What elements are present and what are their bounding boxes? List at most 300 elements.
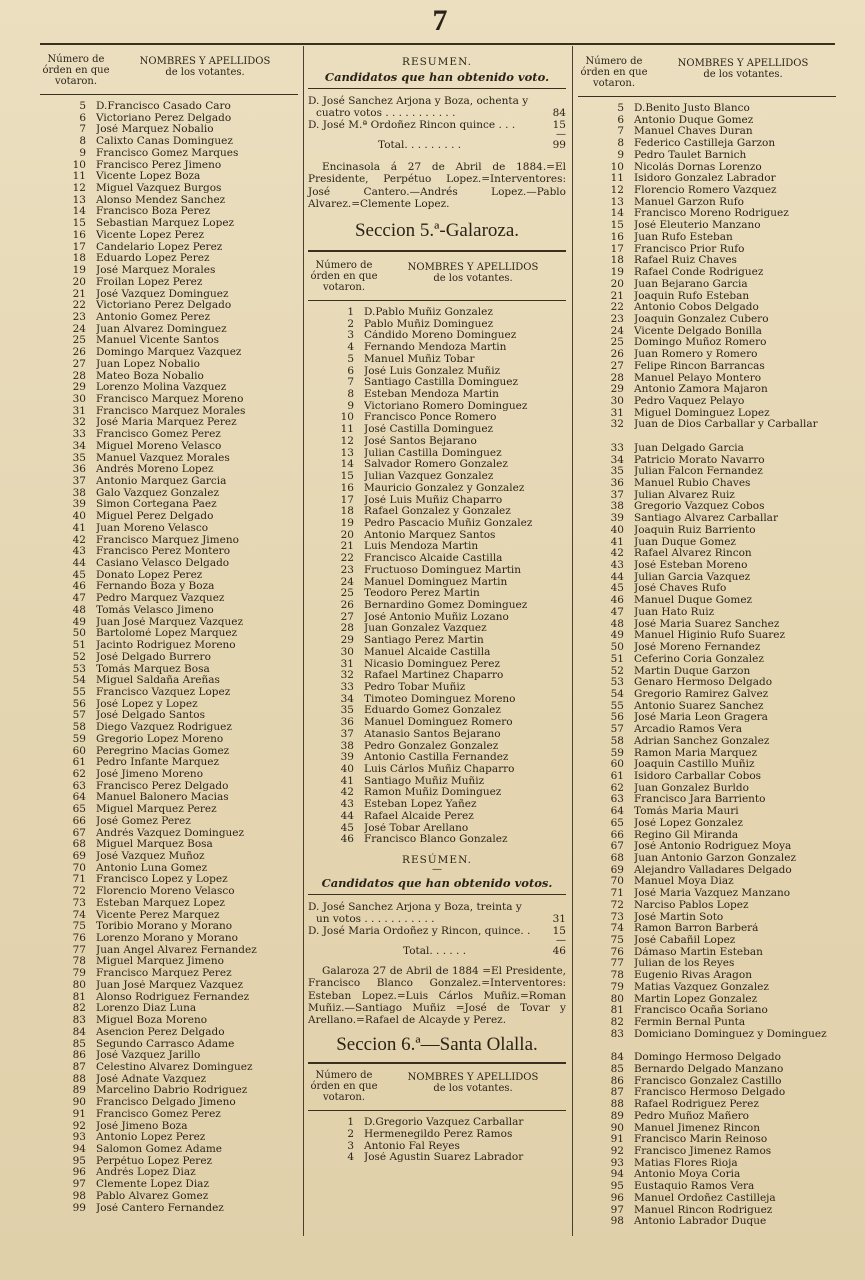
voter-row — [40, 1203, 298, 1215]
top-rule — [40, 43, 835, 45]
voter-number: 81 — [72, 990, 86, 1003]
closing-text-1: Encinasola á 27 de Abril de 1884.=El Presidente, Perpétuo Lopez.=Interventores: José Cantero.—Andrés Lopez.—Pablo Alvarez.=Clemente Lopez. — [308, 161, 566, 210]
voter-list-section5 — [308, 307, 566, 846]
voter-number: 40 — [610, 523, 624, 536]
voter-number: 26 — [610, 348, 624, 361]
voter-name: Miguel Saldaña Areñas — [96, 675, 220, 687]
voter-row — [308, 1152, 566, 1164]
voter-name: Genaro Hermoso Delgado — [634, 677, 773, 689]
voter-number: 12 — [72, 182, 86, 195]
section-6-header: Número de órden en que votaron. NOMBRES Y APELLIDOS de los votantes. — [310, 1070, 539, 1104]
voter-number: 44 — [610, 570, 624, 583]
voter-number: 47 — [72, 592, 86, 605]
voter-number: 72 — [72, 885, 86, 898]
voter-number: 42 — [72, 533, 86, 546]
voter-row — [308, 682, 566, 694]
voter-number: 25 — [72, 334, 86, 347]
voter-name: Florencio Moreno Velasco — [96, 886, 235, 898]
voter-number: 13 — [72, 193, 86, 206]
voter-number: 69 — [610, 863, 624, 876]
voter-number: 9 — [347, 399, 354, 412]
voter-name: Gregorio Ramirez Galvez — [634, 688, 769, 700]
voter-name: Manuel Garzon Rufo — [634, 196, 744, 208]
voter-number: 16 — [340, 481, 354, 494]
voter-number: 46 — [72, 580, 86, 593]
voter-number: 64 — [72, 791, 86, 804]
voter-row — [578, 103, 836, 115]
voter-row — [40, 183, 298, 195]
voter-name: Clemente Lopez Diaz — [96, 1179, 209, 1191]
voter-name: Juan Antonio Garzon Gonzalez — [634, 853, 796, 864]
voter-name: Diego Vazquez Rodriguez — [96, 722, 232, 734]
voter-row — [578, 736, 836, 748]
voter-number: 30 — [610, 394, 624, 407]
voter-number: 40 — [72, 510, 86, 523]
voter-name: Lorenzo Molina Vazquez — [96, 382, 227, 394]
voter-name: José Tobar Arellano — [364, 822, 469, 834]
voter-name: Francisco Delgado Jimeno — [96, 1097, 236, 1109]
voter-name: Manuel Vazquez Morales — [96, 452, 230, 464]
voter-number: 70 — [610, 875, 624, 888]
voter-name: Francisco Vazquez Lopez — [96, 686, 231, 698]
voter-number: 63 — [72, 779, 86, 792]
voter-number: 97 — [72, 1178, 86, 1191]
voter-number: 54 — [610, 687, 624, 700]
voter-row — [40, 101, 298, 113]
voter-number: 98 — [610, 1215, 624, 1228]
voter-name: Fernando Mendoza Martin — [364, 342, 507, 354]
voter-name: D.Gregorio Vazquez Carballar — [364, 1117, 524, 1129]
voter-name: Rafael Alcaide Perez — [364, 810, 474, 822]
voter-name: D.Francisco Casado Caro — [96, 101, 231, 112]
voter-name: Pedro Gonzalez Gonzalez — [364, 740, 499, 752]
voter-name: Pedro Vaquez Pelayo — [634, 395, 745, 407]
voter-name: Antonio Gomez Perez — [96, 311, 210, 323]
voter-row — [578, 1111, 836, 1123]
voter-name: Francisco Marquez Jimeno — [96, 534, 239, 546]
voter-number: 16 — [72, 228, 86, 241]
voter-name: Fernando Boza y Boza — [96, 581, 215, 593]
voter-name: Pedro Taulet Barnich — [634, 149, 747, 161]
voter-number: 28 — [72, 369, 86, 382]
voter-number: 35 — [72, 451, 86, 464]
voter-number: 3 — [347, 1139, 354, 1152]
voter-row — [308, 565, 566, 577]
voter-number: 10 — [340, 411, 354, 424]
voter-number: 27 — [72, 357, 86, 370]
voter-name: Tomás Maria Mauri — [634, 806, 739, 818]
voter-name: José Vazquez Jarillo — [96, 1050, 201, 1062]
voter-number: 55 — [72, 685, 86, 698]
voter-number: 22 — [340, 552, 354, 565]
voter-number: 15 — [340, 470, 354, 483]
voter-name: Francisco Perez Delgado — [96, 780, 229, 792]
voter-name: Antonio Marquez Santos — [364, 529, 496, 541]
voter-name: Eugenio Rivas Aragon — [634, 970, 752, 982]
voter-row — [578, 1064, 836, 1076]
voter-name: Francisco Jara Barriento — [634, 794, 766, 806]
voter-name: Salomon Gomez Adame — [96, 1143, 222, 1155]
header-voter-names: NOMBRES Y APELLIDOS de los votantes. — [139, 56, 271, 78]
voter-number: 75 — [610, 934, 624, 947]
voter-number: 87 — [610, 1086, 624, 1099]
voter-number: 31 — [610, 406, 624, 419]
voter-row — [308, 483, 566, 495]
voter-row — [40, 394, 298, 406]
voter-name: José Marquez Nobalio — [96, 124, 214, 136]
voter-name: Celestino Alvarez Dominguez — [96, 1061, 253, 1073]
voter-number: 74 — [610, 922, 624, 935]
voter-name: José Delgado Burrero — [96, 651, 211, 663]
voter-row — [578, 654, 836, 666]
voter-number: 2 — [347, 1128, 354, 1141]
voter-number: 23 — [72, 310, 86, 323]
voter-name: Francisco Perez Jimeno — [96, 159, 222, 171]
voter-name: Bartolomé Lopez Marquez — [96, 628, 238, 640]
voter-name: José Vazquez Muñoz — [96, 851, 205, 862]
voter-number: 98 — [72, 1189, 86, 1202]
voter-number: 24 — [72, 322, 86, 335]
voter-number: 67 — [610, 840, 624, 853]
voter-name: Vicente Perez Marquez — [96, 909, 220, 921]
voter-number: 30 — [340, 645, 354, 658]
voter-name: Donato Lopez Perez — [96, 569, 203, 581]
voter-name: Tomás Velasco Jimeno — [96, 604, 214, 616]
voter-number: 43 — [610, 559, 624, 572]
voter-number: 92 — [610, 1144, 624, 1157]
voter-name: Juan Angel Alvarez Fernandez — [96, 944, 257, 956]
voter-number: 22 — [72, 299, 86, 312]
voter-number: 73 — [72, 896, 86, 909]
voter-number: 18 — [72, 252, 86, 265]
voter-number: 5 — [347, 352, 354, 365]
voter-name: Domingo Muñoz Romero — [634, 337, 767, 349]
voter-name: Manuel Dominguez Romero — [364, 717, 513, 729]
total-value-2: 46 — [552, 945, 566, 958]
column-1-header — [40, 54, 298, 94]
voter-number: 14 — [72, 205, 86, 218]
voter-number: 91 — [72, 1107, 86, 1120]
voter-name: José Vazquez Dominguez — [96, 288, 229, 300]
voter-row — [308, 811, 566, 823]
voter-number: 58 — [72, 721, 86, 734]
voter-name: Teodoro Perez Martin — [364, 588, 480, 600]
voter-number: 78 — [72, 955, 86, 968]
candidates-title-2: Candidatos que han obtenido votos. — [321, 876, 553, 891]
voter-name: Pablo Alvarez Gomez — [96, 1190, 209, 1202]
voter-number: 2 — [347, 317, 354, 330]
voter-number: 95 — [610, 1180, 624, 1193]
voter-number: 62 — [610, 781, 624, 794]
voter-name: Manuel Moya Diaz — [634, 876, 734, 888]
voter-number: 6 — [79, 111, 86, 124]
voter-row — [308, 600, 566, 612]
voter-name: D.Pablo Muñiz Gonzalez — [364, 307, 493, 319]
voter-number: 48 — [72, 603, 86, 616]
voter-name: Miguel Moreno Velasco — [96, 440, 222, 452]
voter-name: Antonio Suarez Sanchez — [634, 700, 764, 712]
voter-row — [308, 647, 566, 659]
voter-row — [308, 389, 566, 401]
voter-number: 37 — [610, 488, 624, 501]
voter-name: José Marquez Morales — [96, 265, 216, 277]
voter-number: 31 — [72, 404, 86, 417]
voter-name: Juan José Marquez Vazquez — [96, 979, 244, 991]
voter-name: Salvador Romero Gonzalez — [364, 459, 508, 471]
voter-name: Nicasio Dominguez Perez — [364, 658, 501, 670]
voter-number: 32 — [72, 416, 86, 429]
voter-number: 38 — [72, 486, 86, 499]
column-divider-right — [572, 46, 573, 1236]
voter-row — [40, 558, 298, 570]
voter-number: 58 — [610, 734, 624, 747]
voter-name: Jacinto Rodriguez Moreno — [96, 640, 236, 652]
voter-name: D.Benito Justo Blanco — [634, 103, 750, 114]
voter-row — [40, 769, 298, 781]
voter-name: Julian Alvarez Ruiz — [634, 489, 735, 501]
voter-row — [40, 687, 298, 699]
voter-name: Vicente Lopez Perez — [96, 229, 205, 241]
voter-number: 56 — [610, 711, 624, 724]
voter-name: Francisco Perez Montero — [96, 546, 231, 558]
voter-name: Galo Vazquez Gonzalez — [96, 487, 220, 499]
voter-name: Gregorio Lopez Moreno — [96, 733, 224, 745]
voter-number: 39 — [340, 751, 354, 764]
header-order-number: Número de órden en que votaron. — [42, 54, 110, 87]
voter-name: Francisco Gomez Perez — [96, 429, 221, 441]
voter-name: Matias Vazquez Gonzalez — [634, 981, 769, 993]
voter-name: Joaquin Gonzalez Cubero — [634, 313, 769, 325]
voter-name: Regino Gil Miranda — [634, 829, 739, 841]
section-5-header: Número de órden en que votaron. NOMBRES Y APELLIDOS de los votantes. — [310, 260, 539, 294]
voter-row — [40, 312, 298, 324]
voter-name: Luis Mendoza Martin — [364, 541, 479, 553]
voter-name: Isidoro Gonzalez Labrador — [634, 173, 776, 185]
total-label-2: Total. . . . . . — [403, 945, 467, 958]
voter-number: 59 — [72, 732, 86, 745]
voter-row — [578, 314, 836, 326]
voter-number: 85 — [610, 1062, 624, 1075]
voter-name: Santiago Perez Martin — [364, 635, 484, 647]
votes-block-2: D. José Sanchez Arjona y Boza, treinta y un votos . . . . . . . . . . . 31 D. José Maria Ordoñez y Rincon, quince. . 15 — Total. . . . . . 46 — [308, 901, 566, 958]
voter-row — [308, 354, 566, 366]
voter-number: 27 — [610, 359, 624, 372]
voter-number: 52 — [72, 650, 86, 663]
voter-number: 10 — [72, 158, 86, 171]
voter-number: 38 — [610, 500, 624, 513]
voter-name: Rafael Ruiz Chaves — [634, 255, 737, 267]
voter-name: Juan Gonzalez Vazquez — [364, 623, 487, 635]
voter-number: 24 — [340, 575, 354, 588]
voter-name: Simon Cortegana Paez — [96, 499, 217, 511]
voter-name: Rafael Gonzalez y Gonzalez — [364, 506, 511, 518]
voter-name: Joaquin Rufo Esteban — [634, 290, 750, 302]
voter-name: José Antonio Muñiz Lozano — [364, 611, 509, 623]
voter-number: 46 — [610, 594, 624, 607]
voter-row — [308, 729, 566, 741]
voter-name: Cándido Moreno Dominguez — [364, 330, 517, 342]
voter-name: Gregorio Vazquez Cobos — [634, 501, 765, 513]
voter-name: Julian Falcon Fernandez — [634, 466, 763, 478]
voter-name: Miguel Vazquez Burgos — [96, 183, 222, 195]
voter-row — [40, 652, 298, 664]
voter-number: 11 — [610, 172, 624, 185]
voter-number: 76 — [610, 945, 624, 958]
voter-number: 27 — [340, 610, 354, 623]
voter-name: Alejandro Valladares Delgado — [634, 864, 792, 876]
voter-number: 17 — [72, 240, 86, 253]
voter-number: 80 — [610, 992, 624, 1005]
voter-row — [578, 689, 836, 701]
voter-number: 75 — [72, 920, 86, 933]
voter-name: Manuel Rincon Rodriguez — [634, 1204, 773, 1216]
voter-name: Alonso Rodriguez Fernandez — [96, 991, 250, 1003]
voter-number: 5 — [79, 100, 86, 112]
voter-number: 89 — [610, 1109, 624, 1122]
voter-name: José Lopez y Lopez — [96, 698, 198, 710]
voter-number: 15 — [72, 217, 86, 230]
voter-name: Perpétuo Lopez Perez — [96, 1155, 213, 1167]
voter-name: Manuel Ordoñez Castilleja — [634, 1192, 776, 1204]
voter-name: Ramon Maria Marquez — [634, 747, 758, 759]
voter-number: 82 — [610, 1016, 624, 1029]
voter-number: 76 — [72, 932, 86, 945]
voter-name: Juan Romero y Romero — [634, 349, 758, 361]
voter-name: Pedro Pascacio Muñiz Gonzalez — [364, 517, 533, 529]
voter-row — [308, 1129, 566, 1141]
voter-row — [40, 734, 298, 746]
voter-number: 37 — [340, 727, 354, 740]
column-2: RESUMEN. Candidatos que han obtenido voto. D. José Sanchez Arjona y Boza, ochenta y cuatro votos . . . . . . . . . . . 84 D. José M.ª Ordoñez Rincon quince . . . 15 — Total. . . . . . . . . 99 Encinasola á 27 de Abril de 1884.=El Presidente, Perpétuo Lopez.=Interventores: José Cantero.—Andrés Lopez.—Pablo Alvarez.=Clemente Lopez. Seccion 5.ª-Galaroza. Número de órden en que votaron. NOMBRES Y APELLIDOS de los votantes. 1 D.Pablo Muñiz Gonzalez 2 Pablo Muñiz Dominguez 3 Cándido Moreno Dominguez 4 Fernando Mendoza Martin 5 Manuel Muñiz Tobar 6 José Luis Gonzalez Muñiz 7 Santiago Castilla Dominguez 8 Esteban Mendoza Martin 9 Victoriano Romero Dominguez 10 Francisco Ponce Romero 11 José Castilla Dominguez 12 José Santos Bejarano 13 Julian Castilla Dominguez 14 Salvador Romero Gonzalez 15 Julian Vazquez Gonzalez 16 Mauricio Gonzalez y Gonzalez 17 José Luis Muñiz Chaparro 18 Rafael Gonzalez y Gonzalez 19 Pedro Pascacio Muñiz Gonzalez 20 Antonio Marquez Santos 21 Luis Mendoza Martin 22 Francisco Alcaide Castilla 23 Fructuoso Dominguez Martin 24 Manuel Dominguez Martin 25 Teodoro Perez Martin 26 Bernardino Gomez Dominguez 27 José Antonio Muñiz Lozano 28 Juan Gonzalez Vazquez 29 Santiago Perez Martin 30 Manuel Alcaide Castilla 31 Nicasio Dominguez Perez 32 Rafael Martinez Chaparro 33 Pedro Tobar Muñiz 34 Timoteo Dominguez Moreno 35 Eduardo Gomez Gonzalez 36 Manuel Dominguez Romero 37 Atanasio Santos Bejarano 38 Pedro Gonzalez Gonzalez 39 Antonio Castilla Fernandez 40 Luis Cárlos Muñiz Chaparro 41 Santiago Muñiz Muñiz 42 Ramon Muñiz Dominguez 43 Esteban Lopez Yañez 44 Rafael Alcaide Perez 45 José Tobar Arellano 46 Francisco Blanco Gonzalez RESÚMEN. — Candidatos que han obtenido votos. D. José Sanchez Arjona y Boza, treinta y un votos . . . . . . . . . . . 31 D. José Maria Ordoñez y Rincon, quince. . 15 — Total. . . . . . 46 Galaroza 27 de Abril de 1884 =El Presidente, Francisco Blanco Gonzalez.=Interventores: Esteban Lopez.=Luis Cárlos Muñiz.=Roman Muñiz.—Santiago Muñiz =José de Tovar y Arellano.=Rafael de Alcayde y Perez. Seccion 6.ª—Santa Olalla. Número de órden en que votaron. NOMBRES Y APELLIDOS de los votantes. 1 D.Gregorio Vazquez Carballar 2 Hermenegildo Perez Ramos 3 Antonio Fal Reyes 4 José Agustin Suarez Labrador — [308, 56, 566, 1164]
voter-number: 6 — [617, 113, 624, 126]
voter-name: Francisco Moreno Rodriguez — [634, 208, 789, 220]
voter-name: Francisco Marin Reinoso — [634, 1134, 768, 1146]
voter-name: Pedro Tobar Muñiz — [364, 682, 466, 694]
column-divider-left — [303, 46, 304, 1236]
voter-number: 1 — [347, 306, 354, 319]
voter-number: 21 — [340, 540, 354, 553]
voter-name: José Gomez Perez — [96, 815, 191, 827]
voter-number: 67 — [72, 826, 86, 839]
voter-name: Miguel Marquez Perez — [96, 804, 217, 816]
voter-name: Francisco Hermoso Delgado — [634, 1087, 786, 1099]
voter-name: José Cabañil Lopez — [634, 935, 736, 947]
voter-name: Narciso Pablos Lopez — [634, 899, 749, 911]
voter-name: Joaquin Ruiz Barriento — [634, 524, 756, 536]
candidates-title-1: Candidatos que han obtenido voto. — [324, 70, 550, 84]
voter-row — [578, 853, 836, 865]
voter-number: 33 — [340, 681, 354, 694]
voter-name: Vicente Delgado Bonilla — [634, 325, 762, 337]
voter-name: Julian Castilla Dominguez — [364, 447, 502, 459]
voter-number: 55 — [610, 699, 624, 712]
voter-name: Andrés Lopez Diaz — [96, 1167, 196, 1179]
column-3 — [578, 56, 836, 1228]
voter-name: Manuel Dominguez Martin — [364, 576, 508, 588]
voter-name: Julian de los Reyes — [634, 958, 735, 970]
voter-number: 3 — [347, 329, 354, 342]
voter-name: Luis Cárlos Muñiz Chaparro — [364, 764, 515, 776]
voter-name: Francisco Jimenez Ramos — [634, 1145, 772, 1157]
voter-number: 11 — [72, 170, 86, 183]
voter-number: 74 — [72, 908, 86, 921]
voter-name: Candelario Lopez Perez — [96, 241, 223, 253]
voter-name: Isidoro Carballar Cobos — [634, 770, 762, 782]
voter-row — [308, 436, 566, 448]
voter-number: 99 — [72, 1201, 86, 1214]
voter-number: 41 — [340, 774, 354, 787]
voter-name: Fructuoso Dominguez Martin — [364, 564, 522, 576]
voter-row — [578, 478, 836, 490]
voter-number: 14 — [610, 207, 624, 220]
voter-row — [578, 1216, 836, 1228]
voter-row — [578, 419, 836, 442]
voter-number: 81 — [610, 1004, 624, 1017]
voter-name: Esteban Mendoza Martin — [364, 389, 499, 401]
voter-number: 43 — [72, 545, 86, 558]
voter-number: 41 — [610, 535, 624, 548]
voter-name: Pedro Muñoz Mañero — [634, 1110, 750, 1122]
voter-name: Manuel Jimenez Rincon — [634, 1122, 761, 1134]
voter-number: 93 — [72, 1131, 86, 1144]
voter-number: 34 — [72, 439, 86, 452]
voter-name: Fermin Bernal Punta — [634, 1017, 746, 1029]
voter-number: 20 — [340, 528, 354, 541]
voter-name: Alonso Mendez Sanchez — [96, 194, 226, 206]
voter-name: Juan Rufo Esteban — [634, 231, 733, 243]
voter-name: Manuel Alcaide Castilla — [364, 646, 491, 658]
voter-number: 64 — [610, 805, 624, 818]
resumen-title-2: RESÚMEN. — [402, 854, 472, 867]
voter-name: Marcelino Dabrio Rodriguez — [96, 1085, 248, 1097]
voter-row — [578, 982, 836, 994]
voter-number: 6 — [347, 364, 354, 377]
voter-name: Antonio Zamora Majaron — [634, 384, 768, 396]
voter-number: 14 — [340, 458, 354, 471]
voter-number: 86 — [72, 1049, 86, 1062]
voter-number: 34 — [610, 453, 624, 466]
voter-list-section6 — [308, 1117, 566, 1164]
voter-list-col1 — [40, 101, 298, 1214]
voter-number: 46 — [340, 833, 354, 846]
voter-number: 39 — [72, 498, 86, 511]
voter-name: Miguel Boza Moreno — [96, 1015, 208, 1027]
voter-number: 18 — [340, 505, 354, 518]
voter-number: 94 — [72, 1142, 86, 1155]
voter-number: 35 — [340, 704, 354, 717]
voter-number: 91 — [610, 1133, 624, 1146]
voter-name: Lorenzo Morano y Morano — [96, 933, 238, 945]
voter-number: 29 — [340, 634, 354, 647]
voter-name: Antonio Luna Gomez — [96, 862, 208, 874]
voter-number: 28 — [610, 371, 624, 384]
voter-name: Manuel Balonero Macias — [96, 792, 229, 804]
voter-number: 61 — [610, 769, 624, 782]
voter-number: 13 — [340, 446, 354, 459]
voter-name: Sebastian Marquez Lopez — [96, 218, 235, 230]
column-1 — [40, 54, 298, 1214]
voter-name: Juan Moreno Velasco — [96, 522, 209, 534]
voter-name: Casiano Velasco Delgado — [96, 558, 230, 570]
voter-row — [578, 525, 836, 537]
voter-row — [578, 935, 836, 947]
voter-row — [40, 1109, 298, 1121]
voter-name: Santiago Alvarez Carballar — [634, 513, 778, 525]
voter-name: Pedro Infante Marquez — [96, 757, 220, 769]
voter-name: Martin Duque Garzon — [634, 665, 751, 677]
voter-row — [40, 605, 298, 617]
voter-name: Domingo Marquez Vazquez — [96, 347, 242, 359]
